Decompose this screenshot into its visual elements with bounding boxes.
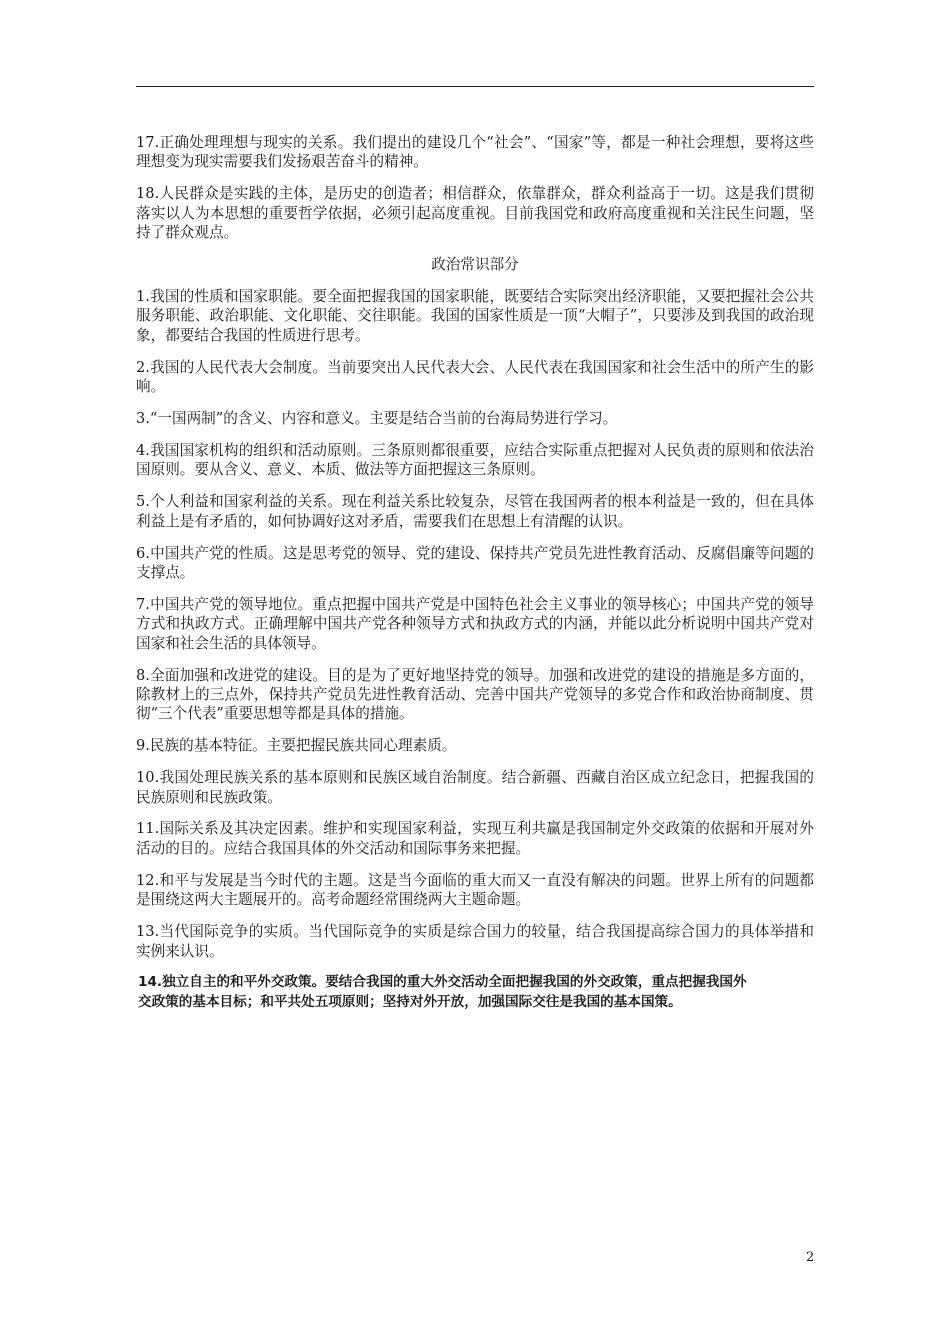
paragraph-7: 7.中国共产党的领导地位。重点把握中国共产党是中国特色社会主义事业的领导核心；中国共产党的领导方式和执政方式。正确理解中国共产党各种领导方式和执政方式的内涵，并能以此分析说明中国共产党对国家和社会生活的具体领导。 bbox=[136, 595, 814, 652]
paragraph-18: 18.人民群众是实践的主体，是历史的创造者；相信群众，依靠群众，群众利益高于一切。这是我们贯彻落实以人为本思想的重要哲学依据，必须引起高度重视。目前我国党和政府高度重视和关注民生问题，坚持了群众观点。 bbox=[136, 185, 814, 242]
paragraph-9: 9.民族的基本特征。主要把握民族共同心理素质。 bbox=[136, 737, 457, 755]
page-number: 2 bbox=[806, 1250, 815, 1265]
paragraph-12: 12.和平与发展是当今时代的主题。这是当今面临的重大而又一直没有解决的问题。世界上所有的问题都是围绕这两大主题展开的。高考命题经常围绕两大主题命题。 bbox=[136, 871, 814, 909]
paragraph-3: 3.“一国两制”的含义、内容和意义。主要是结合当前的台海局势进行学习。 bbox=[136, 409, 618, 427]
page-content bbox=[136, 133, 814, 1025]
paragraph-8: 8.全面加强和改进党的建设。目的是为了更好地坚持党的领导。加强和改进党的建设的措施是多方面的，除教材上的三点外，保持共产党员先进性教育活动、完善中国共产党领导的多党合作和政治协商制度、贯彻“三个代表”重要思想等都是具体的措施。 bbox=[136, 666, 814, 723]
header-rule bbox=[136, 86, 814, 87]
paragraph-11: 11.国际关系及其决定因素。维护和实现国家利益，实现互利共赢是我国制定外交政策的依据和开展对外活动的目的。应结合我国具体的外交活动和国际事务来把握。 bbox=[136, 820, 814, 857]
paragraph-13: 13.当代国际竞争的实质。当代国际竞争的实质是综合国力的较量，结合我国提高综合国力的具体举措和实例来认识。 bbox=[136, 923, 814, 960]
paragraph-2: 2.我国的人民代表大会制度。当前要突出人民代表大会、人民代表在我国国家和社会生活中的所产生的影响。 bbox=[136, 358, 814, 396]
paragraph-1: 1.我国的性质和国家职能。要全面把握我国的国家职能，既要结合实际突出经济职能，又要把握社会公共服务职能、政治职能、文化职能、交往职能。我国的国家性质是一顶“大帽子”，只要涉及到我国的政治现象，都要结合我国的性质进行思考。 bbox=[136, 287, 814, 344]
paragraph-5: 5.个人利益和国家利益的关系。现在利益关系比较复杂，尽管在我国两者的根本利益是一致的，但在具体利益上是有矛盾的，如何协调好这对矛盾，需要我们在思想上有清醒的认识。 bbox=[136, 493, 814, 530]
paragraph-14: 14.独立自主的和平外交政策。要结合我国的重大外交活动全面把握我国的外交政策，重点把握我国外交政策的基本目标；和平共处五项原则；坚持对外开放，加强国际交往是我国的基本国策。 bbox=[138, 974, 747, 1010]
paragraph-17: 17.正确处理理想与现实的关系。我们提出的建设几个“社会”、“国家”等，都是一种社会理想，要将这些理想变为现实需要我们发扬艰苦奋斗的精神。 bbox=[136, 134, 814, 171]
paragraph-10: 10.我国处理民族关系的基本原则和民族区域自治制度。结合新疆、西藏自治区成立纪念日，把握我国的民族原则和民族政策。 bbox=[136, 769, 814, 806]
paragraph-4: 4.我国国家机构的组织和活动原则。三条原则都很重要，应结合实际重点把握对人民负责的原则和依法治国原则。要从含义、意义、本质、做法等方面把握这三条原则。 bbox=[136, 441, 814, 479]
section-title: 政治常识部分 bbox=[431, 256, 519, 274]
paragraph-6: 6.中国共产党的性质。这是思考党的领导、党的建设、保持共产党员先进性教育活动、反腐倡廉等问题的支撑点。 bbox=[136, 544, 814, 581]
